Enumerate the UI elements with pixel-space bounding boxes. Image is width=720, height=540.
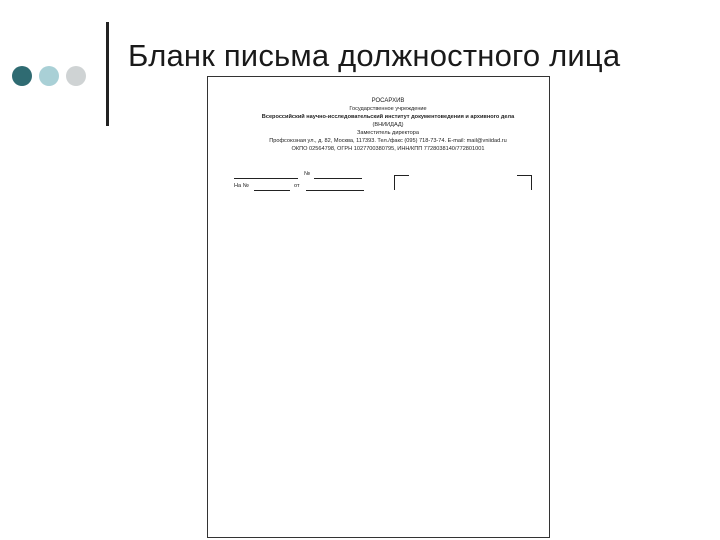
dark-teal-dot — [12, 66, 32, 86]
letterhead-institution-name: Всероссийский научно-исследовательский институт документоведения и архивного дела — [261, 114, 515, 120]
reference-number-line — [254, 190, 290, 191]
date-line — [234, 178, 298, 179]
letterhead-abbreviation: (ВНИИДАД) — [372, 122, 404, 128]
title-divider-line — [106, 22, 109, 126]
reference-from-label: от — [294, 183, 300, 189]
light-teal-dot — [39, 66, 59, 86]
number-sign: № — [304, 171, 311, 177]
slide-title: Бланк письма должностного лица — [128, 38, 621, 73]
reference-date-line — [306, 190, 364, 191]
addressee-corner-left — [394, 175, 409, 190]
letterhead-institution-type: Государственное учреждение — [349, 106, 427, 112]
letterhead-agency: РОСАРХИВ — [371, 98, 405, 104]
reference-number-label: На № — [234, 183, 249, 189]
number-line — [314, 178, 362, 179]
addressee-corner-right — [517, 175, 532, 190]
letterhead-registration-codes: ОКПО 02564798, ОГРН 1027700380795, ИНН/КПП 7728038140/772801001 — [291, 146, 485, 152]
letterhead-official-position: Заместитель директора — [356, 130, 420, 136]
grey-dot — [66, 66, 86, 86]
decorative-dots — [12, 66, 86, 86]
letterhead-address: Профсоюзная ул., д. 82, Москва, 117393. Тел./факс (095) 718-73-74. E-mail: mail@vniidad.ru — [269, 138, 507, 144]
letter-form-sheet — [207, 76, 550, 538]
letterhead — [238, 97, 538, 153]
